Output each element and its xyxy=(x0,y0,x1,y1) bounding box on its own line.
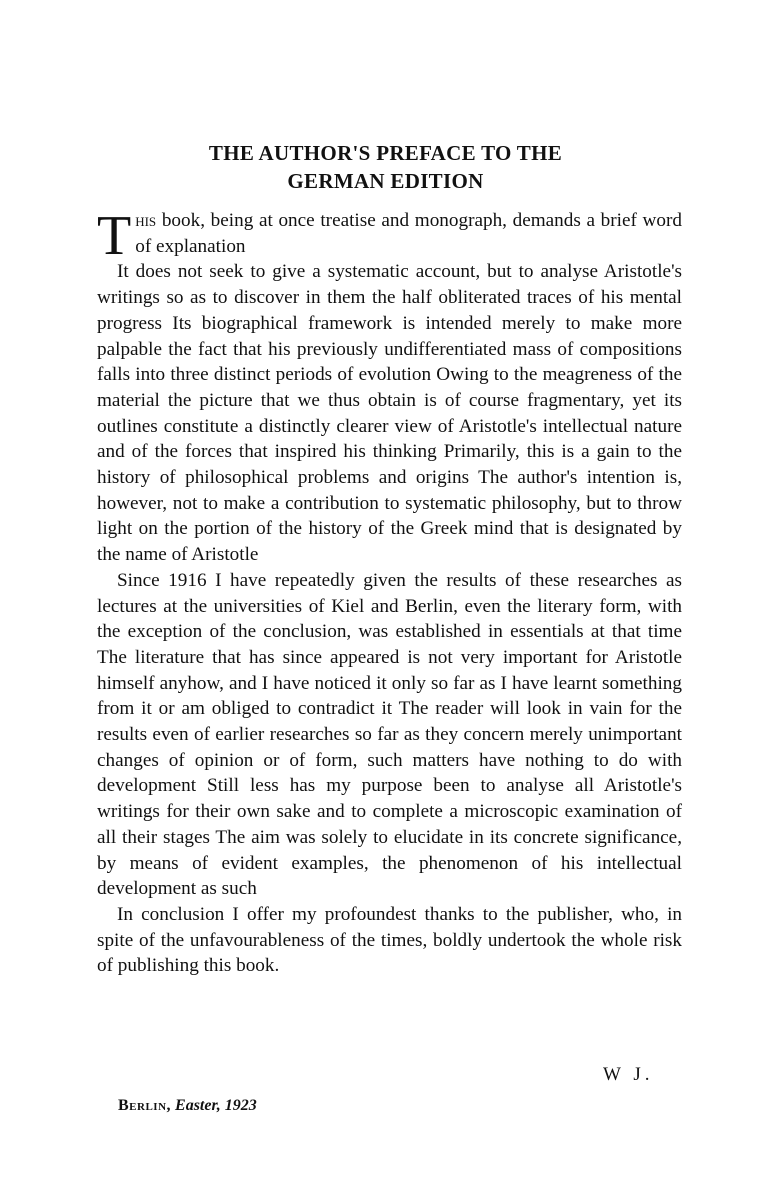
author-signature: W J. xyxy=(603,1064,654,1085)
page-title-line-1: THE AUTHOR'S PREFACE TO THE xyxy=(208,141,563,165)
dateline xyxy=(118,1097,257,1115)
paragraph-1-text: book, being at once treatise and monograph, demands a brief word of explanation xyxy=(135,210,682,257)
dateline-date: Easter, 1923 xyxy=(175,1097,257,1114)
dateline-place: Berlin, xyxy=(118,1097,172,1114)
preface-paragraph-1 xyxy=(97,205,682,267)
small-caps-lead: his xyxy=(135,210,157,231)
preface-paragraph-3: Since 1916 I have repeatedly given the results of these researches as lectures at the universities of Kiel and Berlin, even the literary form, with the exception of the conclusion, was established in essentials at that time The literature that has since appeared is not very important for Aristotle himself anyhow, and I have noticed it only so far as I have learnt something from it or am obliged to contradict it The reader will look in vain for the results even of earlier researches so far as they concern merely unimportant changes of opinion or of form, such matters have nothing to do with development Still less has my purpose been to analyse all Aristotle's writings for their own sake and to complete a microscopic examination of all their stages The aim was solely to elucidate in its concrete significance, by means of evident examples, the phenomenon of his intellectual development as such xyxy=(97,569,682,900)
drop-cap: T xyxy=(97,205,132,267)
preface-body xyxy=(97,205,682,979)
preface-paragraph-4: In conclusion I offer my profoundest thanks to the publisher, who, in spite of the unfavourableness of the times, boldly undertook the whole risk of publishing this book. xyxy=(97,903,682,977)
preface-paragraph-2: It does not seek to give a systematic account, but to analyse Aristotle's writings so as to discover in them the half obliterated traces of his mental progress Its biographical framework is intended merely to make more palpable the fact that his previously undifferentiated mass of compositions falls into three distinct periods of evolution Owing to the meagreness of the material the picture that we thus obtain is of course fragmentary, yet its outlines constitute a distinctly clearer view of Aristotle's intellectual nature and of the forces that inspired his thinking Primarily, this is a gain to the history of philosophical problems and origins The author's intention is, however, not to make a contribution to systematic philosophy, but to throw light on the portion of the history of the Greek mind that is designated by the name of Aristotle xyxy=(97,261,682,566)
page-title-line-2: GERMAN EDITION xyxy=(287,169,484,193)
